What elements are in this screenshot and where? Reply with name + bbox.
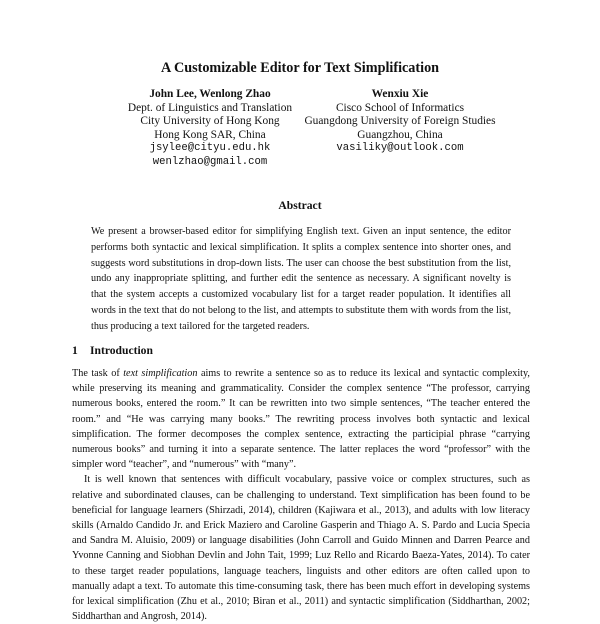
intro-paragraph-1 <box>72 366 530 472</box>
section-heading-introduction <box>72 344 153 357</box>
author-email-1: jsylee@cityu.edu.hk <box>149 142 271 155</box>
author-affiliation-university: City University of Hong Kong <box>140 115 280 128</box>
author-affiliation-dept: Dept. of Linguistics and Translation <box>127 101 293 114</box>
intro-paragraph-2: It is well known that sentences with difficult vocabulary, passive voice or complex structures, such as relative and subordinated clauses, can be challenging to understand. Text simplification has been found to be beneficial for language learners (Shirzadi, 2014), children (Kajiwara et al., 2013), and adults with low literacy skills (Arnaldo Candido Jr. and Erick Maziero and Caroline Gasperin and Thiago A. S. Pardo and Lucia Specia and Sandra M. Aluisio, 2009) or language disabilities (John Carroll and Guido Minnen and Darren Pearce and Yvonne Canning and Siobhan Devlin and John Tait, 1999; Luz Rello and Ricardo Baeza-Yates, 2014). To cater to these target reader populations, language teachers, linguists and other editors are often called upon to manually adapt a text. To automate this time-consuming task, there has been much effort in developing systems for lexical simplification (Zhu et al., 2010; Biran et al., 2011) and syntactic simplification (Siddharthan, 2002; Siddharthan and Angrosh, 2014). <box>72 474 530 623</box>
author-email-1: vasiliky@outlook.com <box>336 142 464 155</box>
author-affiliation-location: Hong Kong SAR, China <box>154 128 266 141</box>
abstract-heading: Abstract <box>278 199 322 212</box>
intro-p1-lead: The task of <box>72 368 124 379</box>
intro-p1-rest: aims to rewrite a sentence so as to reduce its lexical and syntactic complexity, while preserving its meaning and grammaticality. Consider the complex sentence “The professor, carrying numerous books, entered the room.” It can be rewritten into two simple sentences, “The teacher entered the room.” and “He was carrying many books.” The rewriting process involves both syntactic and lexical simplification. The former decomposes the complex sentence, extracting the participial phrase “carrying numerous books” and turning it into a separate sentence. The latter replaces the word “professor” with the simpler word “teacher”, and “numerous” with “many”. <box>72 368 530 471</box>
intro-p1-term: text simplification <box>123 368 198 379</box>
author-affiliation-school: Cisco School of Informatics <box>335 101 465 114</box>
author-names-left: John Lee, Wenlong Zhao <box>149 88 271 100</box>
paper-title: A Customizable Editor for Text Simplification <box>160 60 440 76</box>
introduction-body <box>72 366 530 624</box>
section-title: Introduction <box>90 344 153 357</box>
author-email-2: wenlzhao@gmail.com <box>152 155 268 168</box>
author-affiliation-location: Guangzhou, China <box>357 128 443 141</box>
author-block-right <box>300 88 500 156</box>
author-block-left <box>110 88 310 170</box>
section-number: 1 <box>72 344 78 357</box>
author-names-right: Wenxiu Xie <box>371 88 429 100</box>
author-affiliation-university: Guangdong University of Foreign Studies <box>304 115 496 128</box>
abstract-text: We present a browser-based editor for simplifying English text. Given an input sentence, the editor performs both syntactic and lexical simplification. It splits a complex sentence into shorter ones, and suggests word substitutions in drop-down lists. The user can choose the best substitution from the list, undo any inappropriate splitting, and further edit the sentence as necessary. A significant novelty is that the system accepts a customized vocabulary list for a target reader population. It identifies all words in the text that do not belong to the list, and attempts to substitute them with words from the list, thus producing a text tailored for the targeted readers. <box>91 226 511 332</box>
